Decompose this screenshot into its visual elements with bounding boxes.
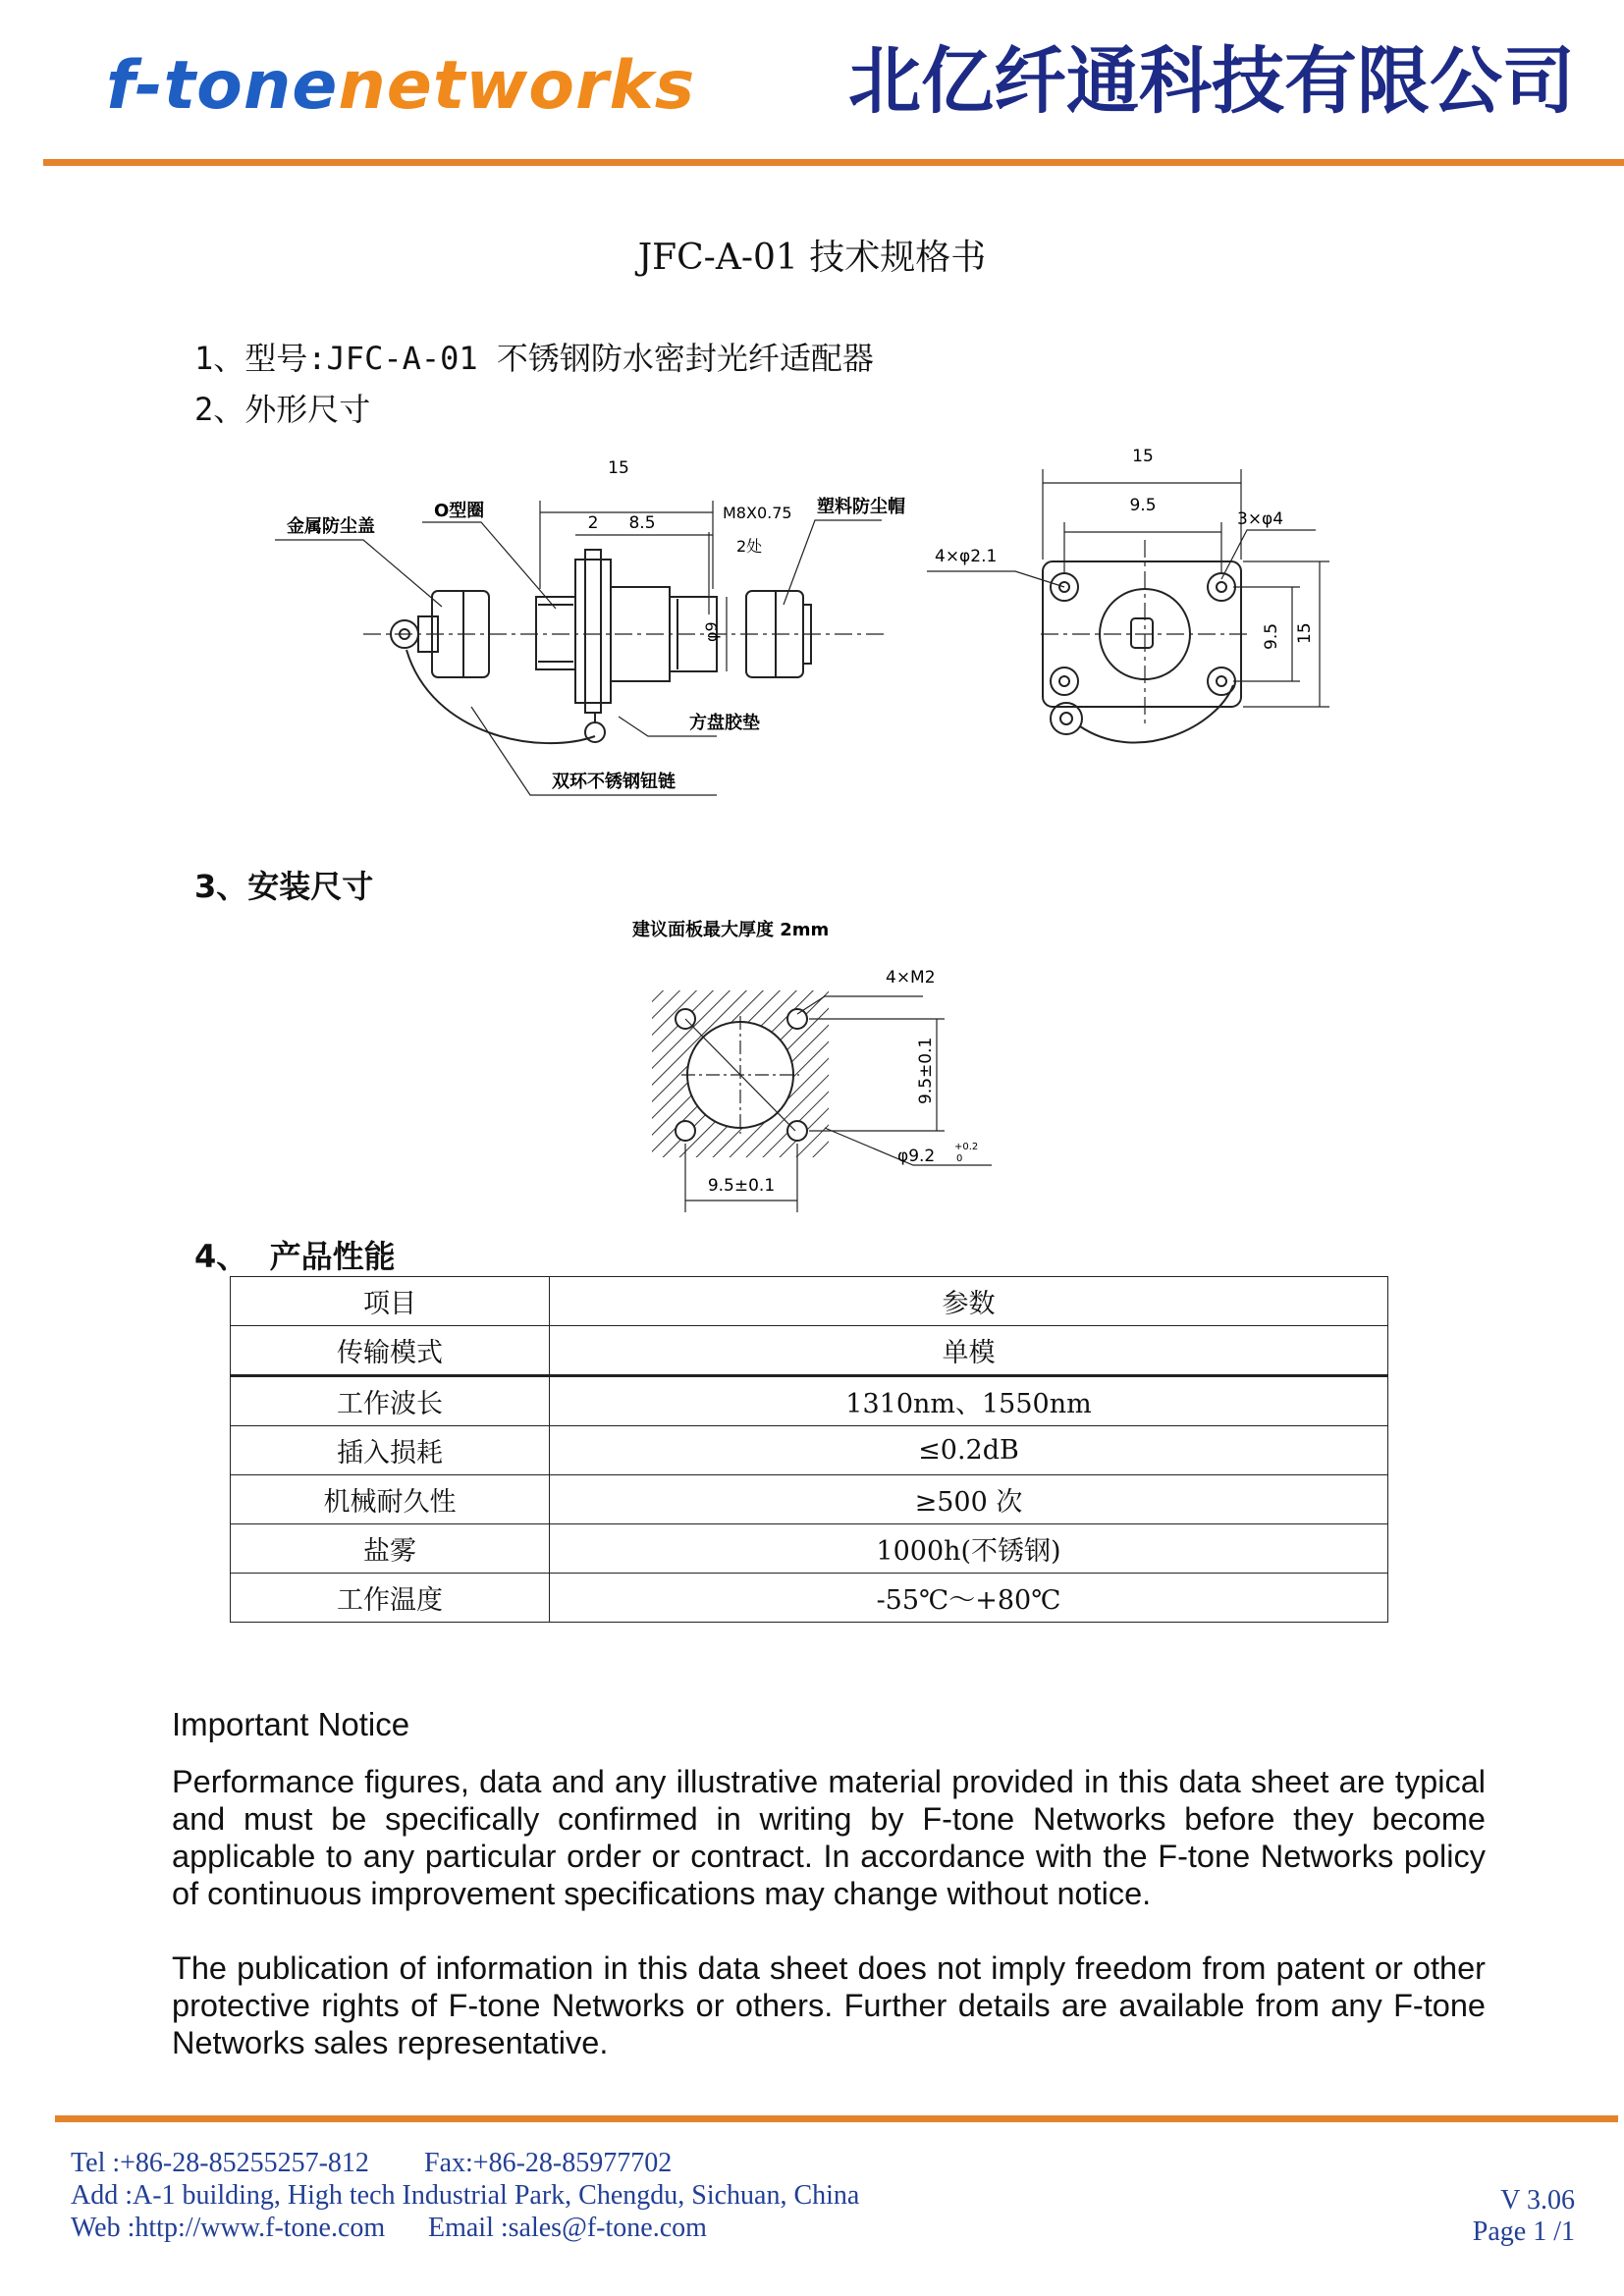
table-cell: 1310nm、1550nm: [550, 1376, 1388, 1426]
table-cell: ≤0.2dB: [550, 1426, 1388, 1475]
table-cell: 1000h(不锈钢): [550, 1524, 1388, 1574]
section-4-title: 产品性能: [269, 1238, 396, 1275]
logo-part-2: networks: [338, 47, 696, 125]
table-row: [231, 1524, 1388, 1574]
table-cell: 传输模式: [231, 1326, 550, 1376]
section-1-model: 1、型号:JFC-A-01 不锈钢防水密封光纤适配器: [194, 340, 874, 377]
front-holes-large: 3×φ4: [1237, 509, 1284, 529]
install-dim-horizontal: 9.5±0.1: [707, 1176, 776, 1196]
header-rule: [43, 159, 1624, 166]
company-logo: [106, 47, 696, 125]
install-screws-label: 4×M2: [886, 968, 936, 988]
install-tol-plus: +0.2: [954, 1142, 979, 1152]
table-cell: -55℃～+80℃: [550, 1574, 1388, 1623]
table-header-row: [231, 1277, 1388, 1326]
front-dim-9-5-side: 9.5: [1262, 622, 1281, 650]
table-cell: 工作温度: [231, 1574, 550, 1623]
dim-15-label: 15: [608, 458, 629, 478]
section-2-outline: 2、外形尺寸: [194, 391, 371, 428]
table-row: [231, 1574, 1388, 1623]
notice-paragraph-2: The publication of information in this data sheet does not imply freedom from patent or other protective rights of F-tone Networks or others. Further details are available from any F-tone Networks sales representative.: [172, 1950, 1486, 2060]
table-row: [231, 1376, 1388, 1426]
dim-2-label: 2: [587, 513, 599, 533]
front-dim-15-side: 15: [1295, 622, 1315, 644]
company-name: 北亿纤通科技有限公司: [848, 39, 1575, 124]
logo-part-1: f-tone: [106, 47, 339, 125]
chain-label: 双环不锈钢钮链: [552, 772, 676, 792]
table-row: [231, 1426, 1388, 1475]
install-drawing: [628, 908, 1041, 1222]
footer-rule: [55, 2115, 1618, 2122]
front-dim-15-top: 15: [1132, 447, 1154, 466]
section-4-performance: [194, 1232, 396, 1277]
install-tol-zero: 0: [956, 1153, 963, 1164]
performance-table: [230, 1276, 1388, 1623]
table-header-cell: 参数: [550, 1277, 1388, 1326]
thread-count-label: 2处: [736, 537, 763, 556]
section-3-install: 3、安装尺寸: [194, 868, 374, 905]
footer-page: Page 1 /1: [1472, 2216, 1575, 2247]
install-dia-label: φ9.2: [897, 1147, 936, 1166]
front-holes-small: 4×φ2.1: [935, 547, 998, 566]
outline-drawing: [245, 442, 933, 815]
table-cell: 盐雾: [231, 1524, 550, 1574]
dim-8-5-label: 8.5: [628, 513, 656, 533]
section-4-number: 4、: [194, 1238, 248, 1275]
footer-email[interactable]: Email :sales@f-tone.com: [428, 2213, 707, 2243]
table-cell: 工作波长: [231, 1376, 550, 1426]
footer-tel: Tel :+86-28-85255257-812: [71, 2148, 369, 2178]
table-row: [231, 1326, 1388, 1376]
square-gasket-label: 方盘胶垫: [689, 713, 760, 733]
document-title: JFC-A-01 技术规格书: [637, 238, 987, 278]
footer-version: V 3.06: [1500, 2185, 1575, 2216]
footer-address: Add :A-1 building, High tech Industrial Park, Chengdu, Sichuan, China: [71, 2180, 860, 2211]
table-cell: 插入损耗: [231, 1426, 550, 1475]
notice-paragraph-1: Performance figures, data and any illustrative material provided in this data sheet are typical and must be specifically confirmed in writing by F-tone Networks before they become applicable to any particular order or contract. In accordance with the F-tone Networks policy of continuous improvement specifications may change without notice.: [172, 1764, 1486, 1911]
metal-cap-label: 金属防尘盖: [287, 516, 375, 537]
table-cell: 单模: [550, 1326, 1388, 1376]
table-header-cell: 项目: [231, 1277, 550, 1326]
plastic-cap-label: 塑料防尘帽: [817, 497, 905, 517]
footer-web[interactable]: Web :http://www.f-tone.com: [71, 2213, 386, 2243]
dia-9-label: φ9: [702, 621, 721, 642]
table-cell: ≥500 次: [550, 1475, 1388, 1524]
o-ring-label: O型圈: [434, 501, 485, 521]
front-view-drawing: [923, 442, 1335, 766]
table-row: [231, 1475, 1388, 1524]
table-cell: 机械耐久性: [231, 1475, 550, 1524]
thread-label: M8X0.75: [723, 504, 792, 522]
install-dim-vertical: 9.5±0.1: [916, 1037, 936, 1104]
footer-fax: Fax:+86-28-85977702: [424, 2148, 673, 2178]
install-panel-note: 建议面板最大厚度 2mm: [632, 920, 830, 940]
front-dim-9-5-top: 9.5: [1129, 496, 1157, 515]
notice-title: Important Notice: [172, 1706, 410, 1742]
